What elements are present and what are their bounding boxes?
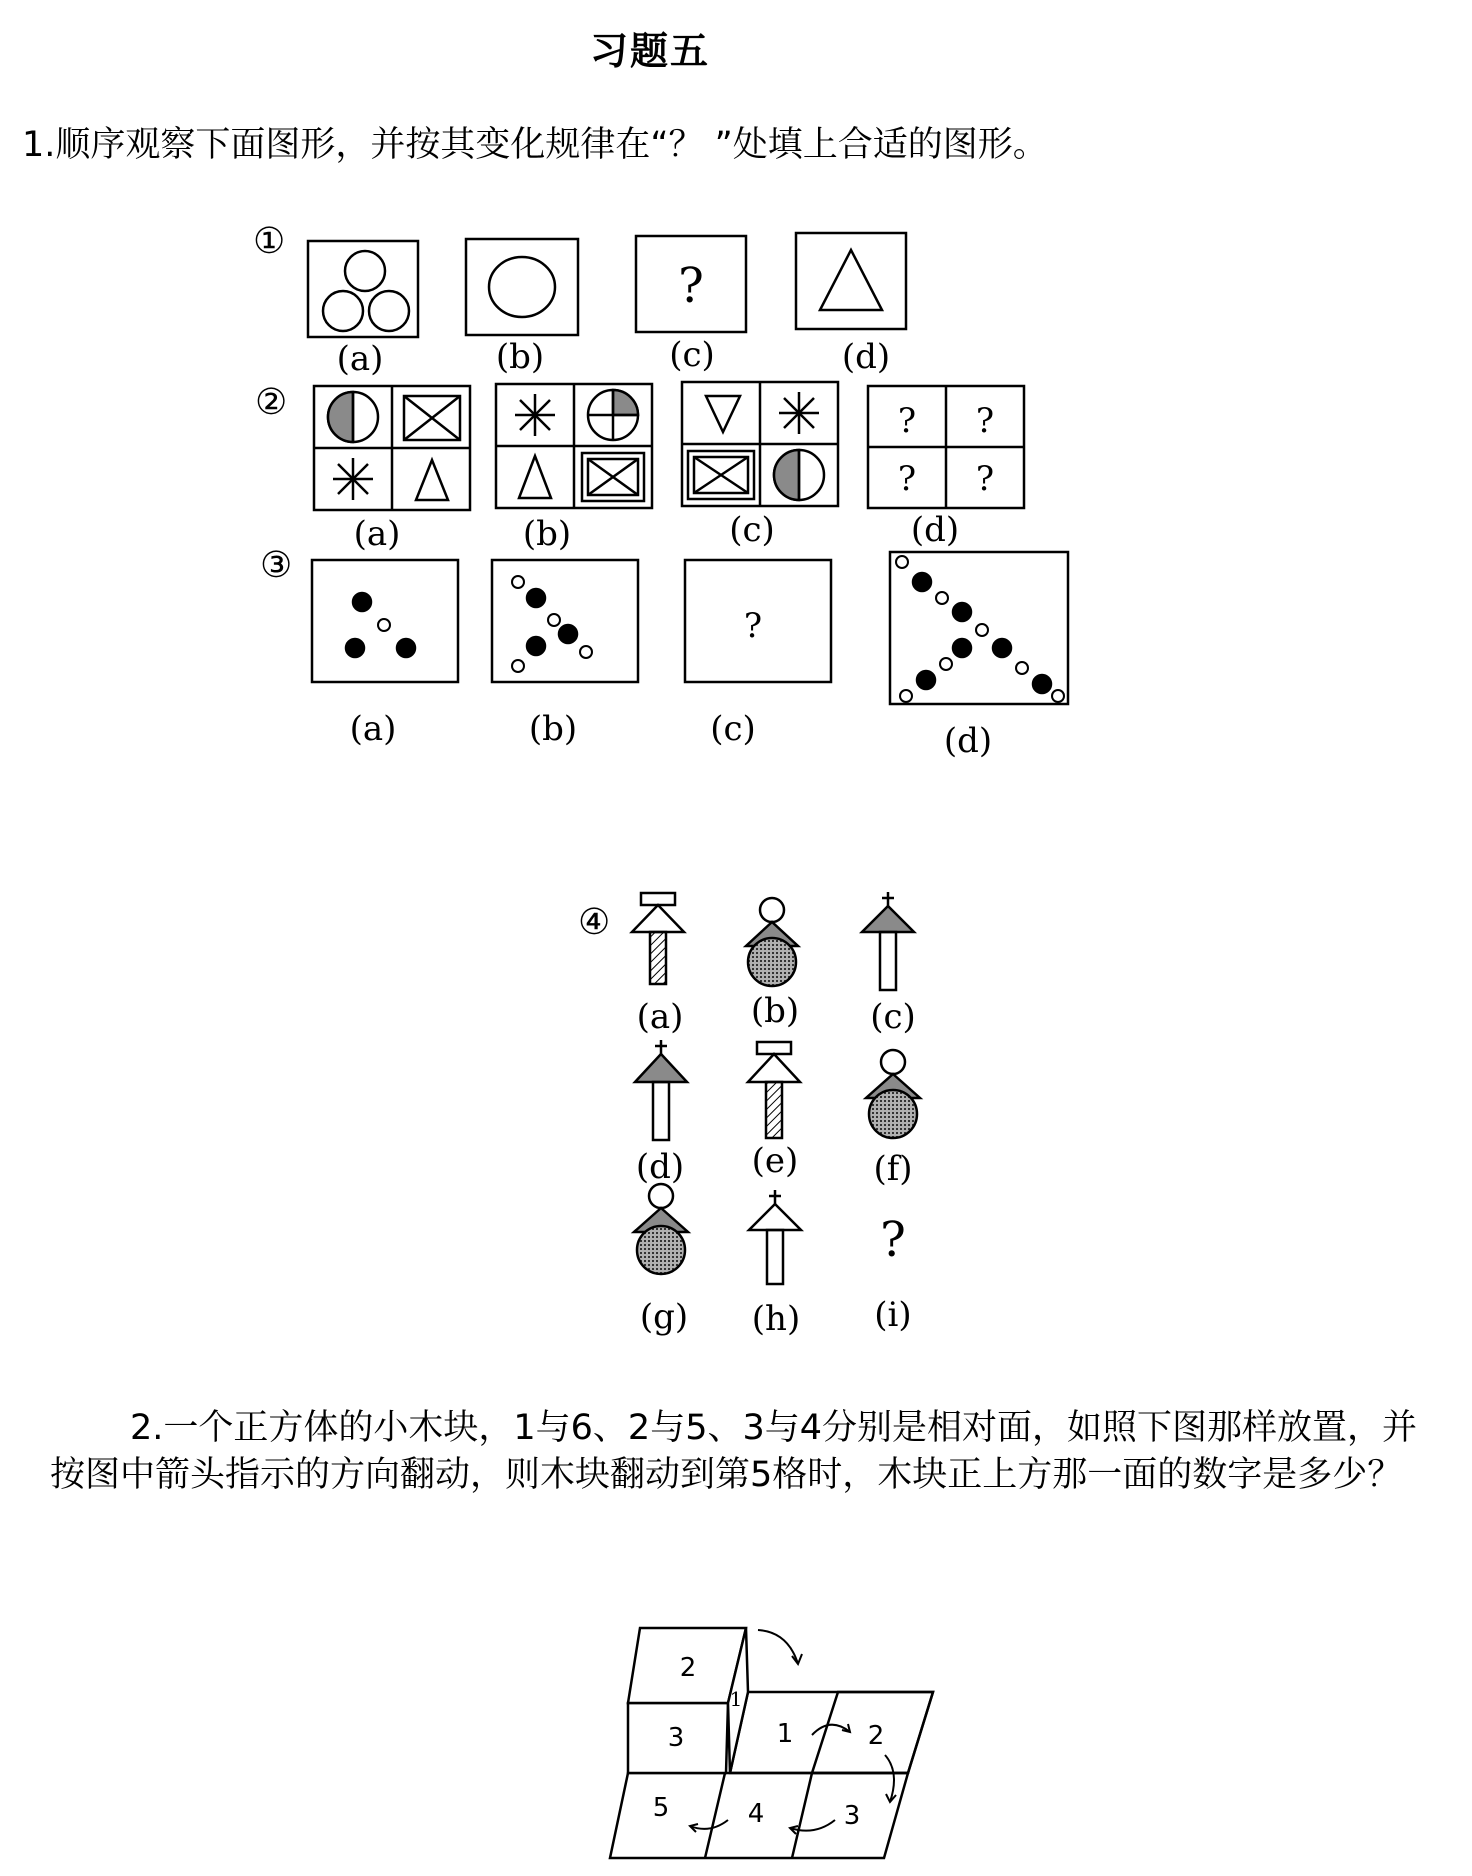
symbol-d xyxy=(635,1040,687,1140)
row1-box-c xyxy=(636,236,746,332)
symbol-f xyxy=(866,1050,920,1138)
row4-label-b: (b) xyxy=(750,991,800,1031)
row4-label-g: (g) xyxy=(639,1297,689,1337)
question-mark: ? xyxy=(897,459,917,499)
row1-label-d: (d) xyxy=(841,337,891,377)
asterisk-icon xyxy=(779,392,819,434)
row2-box-a xyxy=(314,386,470,510)
row1-label-a: (a) xyxy=(336,339,384,379)
question-mark: ? xyxy=(880,1212,906,1268)
symbol-c xyxy=(862,892,914,990)
cube-top-number: 2 xyxy=(679,1653,697,1683)
question-mark: ? xyxy=(897,401,917,441)
row3-box-d xyxy=(890,552,1068,704)
row-1 xyxy=(253,221,906,379)
grid-number-1: 1 xyxy=(776,1719,794,1749)
row2-label-b: (b) xyxy=(522,514,572,554)
row4-label-e: (e) xyxy=(751,1141,799,1181)
row2-label-c: (c) xyxy=(729,510,775,550)
page-title: 习题五 xyxy=(589,28,710,73)
question-1-text: 1.顺序观察下面图形，并按其变化规律在“？ ”处填上合适的图形。 xyxy=(22,125,1048,165)
row-2 xyxy=(255,382,1024,554)
row2-label-d: (d) xyxy=(910,510,960,550)
symbol-g xyxy=(634,1184,688,1274)
row-marker-3: ③ xyxy=(260,545,293,586)
row-marker-1: ① xyxy=(253,221,286,262)
row2-box-d xyxy=(868,386,1024,508)
row3-box-c xyxy=(685,560,831,682)
asterisk-icon xyxy=(515,394,555,436)
row2-box-b xyxy=(496,384,652,508)
question-mark: ? xyxy=(678,258,704,314)
row-marker-4: ④ xyxy=(578,902,611,943)
symbol-h xyxy=(749,1190,801,1284)
cube-front-number: 3 xyxy=(667,1723,685,1753)
row1-box-a xyxy=(308,241,418,337)
row2-label-a: (a) xyxy=(353,514,401,554)
symbol-a xyxy=(632,893,684,984)
row1-label-c: (c) xyxy=(669,335,715,375)
row4-label-c: (c) xyxy=(870,997,916,1037)
cube-side-number: 1 xyxy=(729,1687,743,1711)
row3-box-a xyxy=(312,560,458,682)
row1-box-d xyxy=(796,233,906,329)
row3-box-b xyxy=(492,560,638,682)
cube-grid-figure xyxy=(610,1628,933,1858)
asterisk-icon xyxy=(333,458,373,500)
grid xyxy=(610,1628,933,1858)
symbol-e xyxy=(748,1042,800,1138)
question-mark: ? xyxy=(975,459,995,499)
row3-label-c: (c) xyxy=(710,709,756,749)
grid-number-5: 5 xyxy=(652,1793,670,1823)
question-2-text: 2.一个正方体的小木块，1与6、2与5、3与4分别是相对面，如照下图那样放置，并按图中箭头指示的方向翻动，则木块翻动到第5格时，木块正上方那一面的数字是多少？ xyxy=(50,1408,1418,1495)
symbol-b xyxy=(746,898,798,986)
grid-number-4: 4 xyxy=(747,1799,765,1829)
row1-box-b xyxy=(466,239,578,335)
row4-label-h: (h) xyxy=(751,1299,801,1339)
row3-label-d: (d) xyxy=(943,721,993,761)
row4-label-a: (a) xyxy=(636,997,684,1037)
row-marker-2: ② xyxy=(255,382,288,423)
row-4 xyxy=(578,892,920,1339)
row4-label-d: (d) xyxy=(635,1147,685,1187)
row3-label-a: (a) xyxy=(349,709,397,749)
row4-label-f: (f) xyxy=(873,1149,913,1189)
question-mark: ? xyxy=(975,401,995,441)
grid-number-3: 3 xyxy=(843,1801,861,1831)
grid-number-2: 2 xyxy=(867,1721,885,1751)
row3-label-b: (b) xyxy=(528,709,578,749)
question-mark: ? xyxy=(743,606,763,646)
row4-label-i: (i) xyxy=(874,1295,912,1335)
row1-label-b: (b) xyxy=(495,337,545,377)
row-3 xyxy=(260,545,1068,761)
row2-box-c xyxy=(682,382,838,506)
